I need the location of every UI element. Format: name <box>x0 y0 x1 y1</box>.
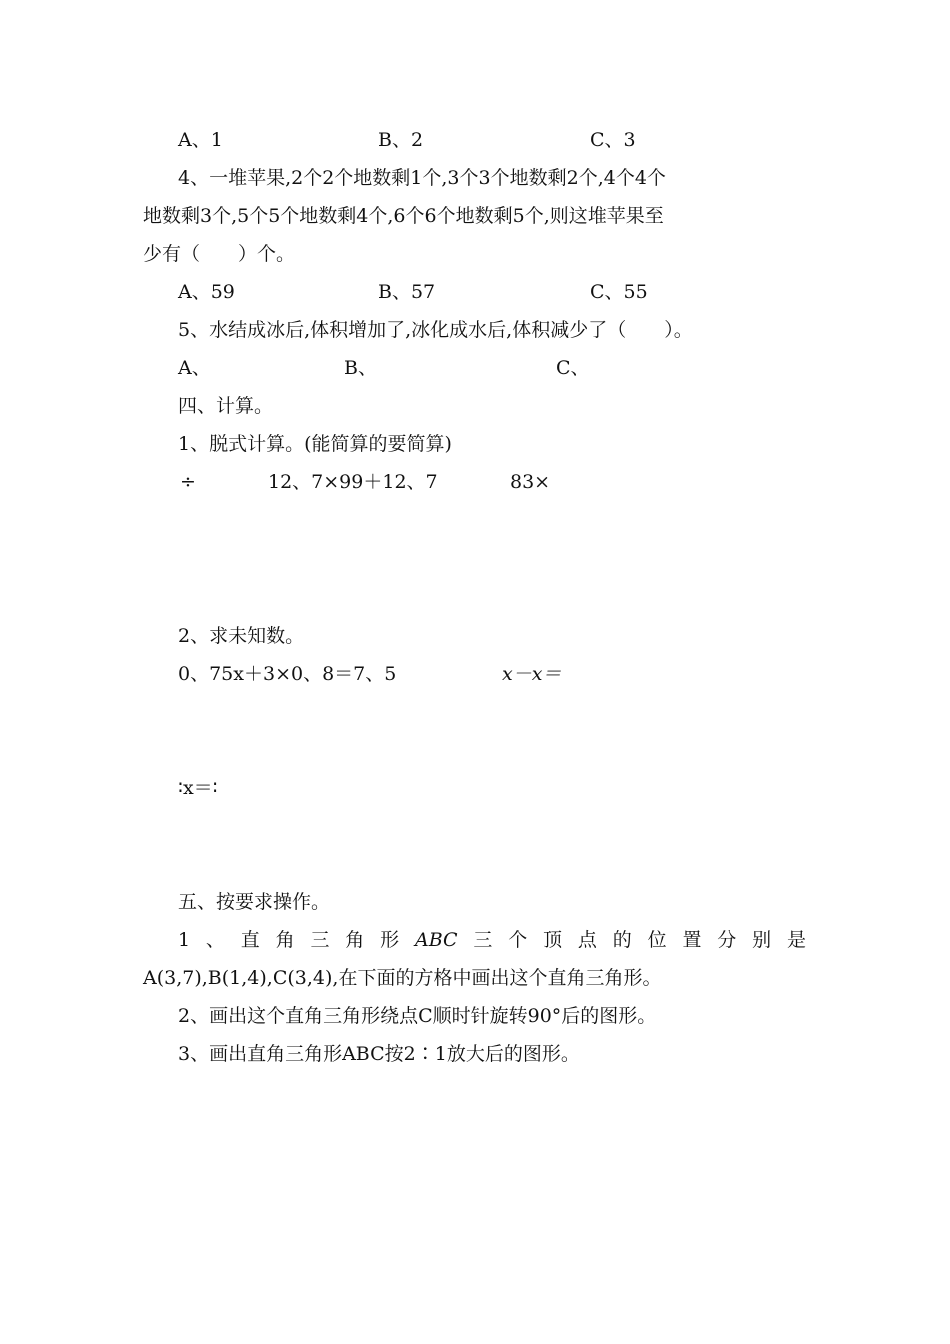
section-title: 四、计算。 <box>178 395 274 417</box>
equation-3: ∶x＝∶ <box>178 777 218 799</box>
section-title: 五、按要求操作。 <box>178 891 331 913</box>
equation-1: 0、75x＋3×0、8＝7、5 <box>178 663 397 685</box>
q4-line-3: 少有（ ）个。 <box>143 243 296 265</box>
option-b: B、57 <box>378 281 436 303</box>
calc-expression-1: ÷ <box>180 471 196 493</box>
option-c: C、3 <box>590 129 636 151</box>
q4-line-1: 4、一堆苹果,2个2个地数剩1个,3个3个地数剩2个,4个4个 <box>178 167 666 189</box>
sub-question-2: 2、求未知数。 <box>178 625 305 647</box>
option-b: B、2 <box>378 129 424 151</box>
option-c: C、 <box>556 357 590 379</box>
q5-text: 5、水结成冰后,体积增加了,冰化成水后,体积减少了（ ）。 <box>178 319 693 341</box>
sub-question-1: 1、脱式计算。(能简算的要简算) <box>178 433 452 455</box>
option-a: A、 <box>178 357 211 379</box>
calc-expression-3: 83× <box>510 471 551 493</box>
equation-2: x－x＝ <box>502 663 562 685</box>
item-1-line-1: 1 、 直 角 三 角 形 ABC 三 个 顶 点 的 位 置 分 别 是 <box>178 929 806 951</box>
item-2: 2、画出这个直角三角形绕点C顺时针旋转90°后的图形。 <box>178 1005 657 1027</box>
option-a: A、59 <box>178 281 235 303</box>
item-1-line-2: A(3,7),B(1,4),C(3,4),在下面的方格中画出这个直角三角形。 <box>143 967 662 989</box>
option-c: C、55 <box>590 281 648 303</box>
option-a: A、1 <box>178 129 223 151</box>
calc-expression-2: 12、7×99＋12、7 <box>268 471 438 493</box>
item-3: 3、画出直角三角形ABC按2∶1放大后的图形。 <box>178 1043 580 1065</box>
q4-line-2: 地数剩3个,5个5个地数剩4个,6个6个地数剩5个,则这堆苹果至 <box>143 205 664 227</box>
option-b: B、 <box>344 357 377 379</box>
